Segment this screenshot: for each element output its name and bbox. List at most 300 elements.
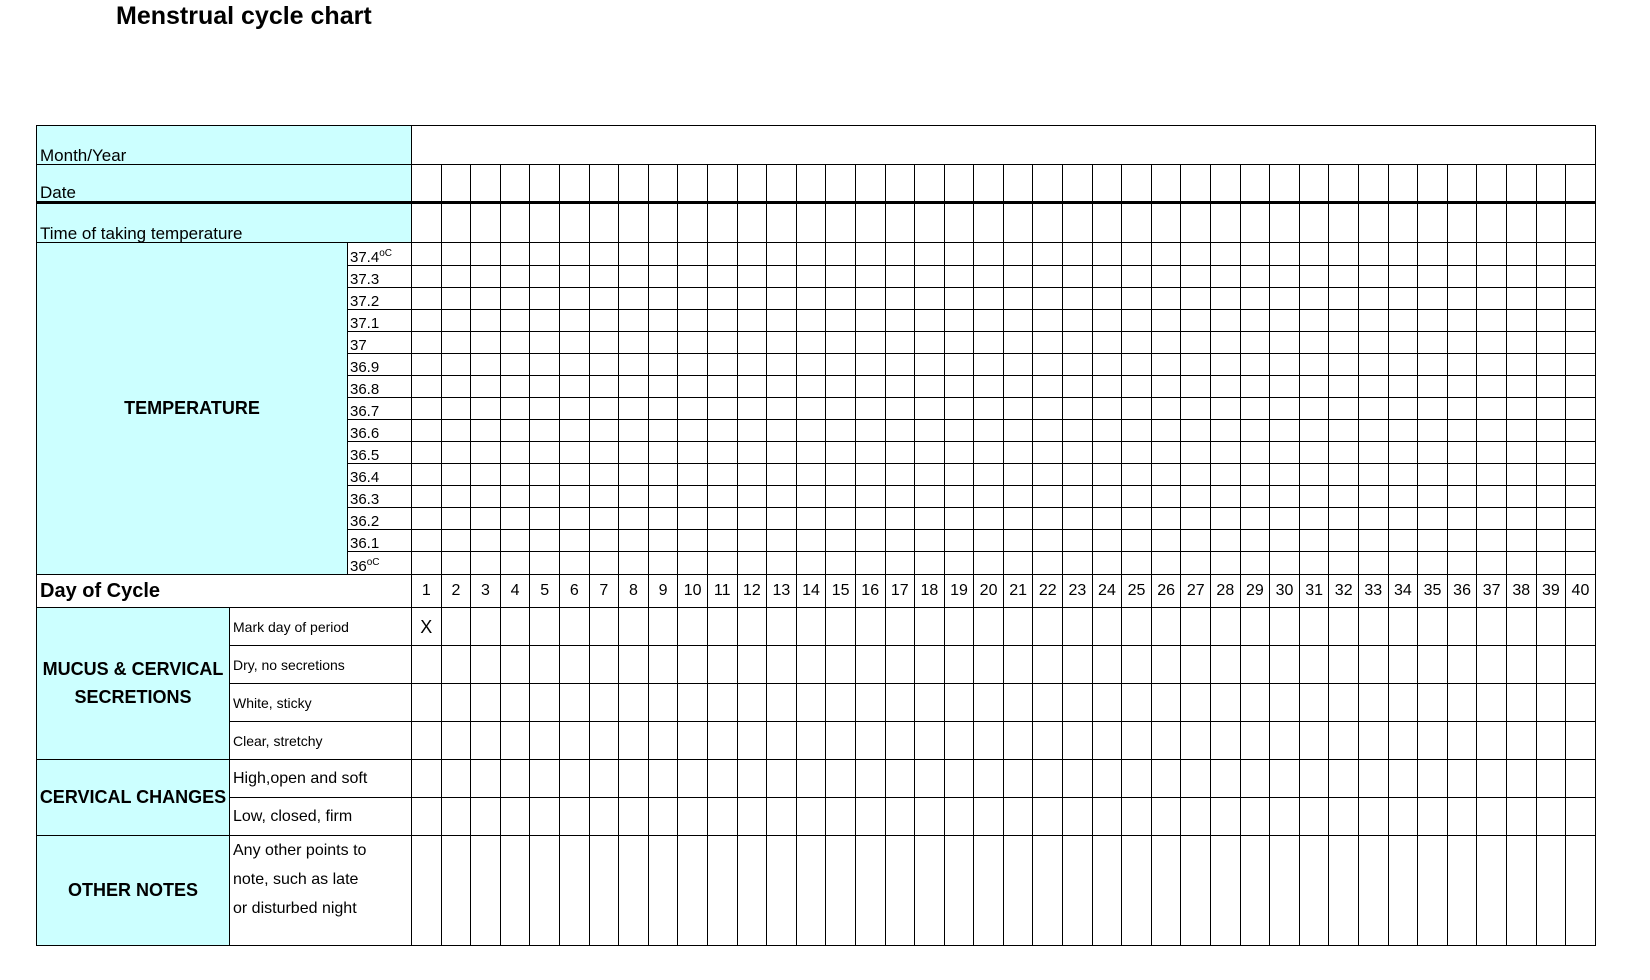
temperature-cell[interactable] [1063, 486, 1093, 508]
mucus-cell[interactable] [855, 684, 885, 722]
temperature-cell[interactable] [1092, 354, 1122, 376]
temperature-cell[interactable] [648, 530, 678, 552]
temperature-cell[interactable] [1151, 442, 1181, 464]
temperature-cell[interactable] [1447, 552, 1477, 575]
temperature-cell[interactable] [1329, 288, 1359, 310]
temperature-cell[interactable] [1477, 332, 1507, 354]
temperature-cell[interactable] [915, 266, 945, 288]
cervical-cell[interactable] [1299, 760, 1329, 798]
temperature-cell[interactable] [559, 530, 589, 552]
date-cell[interactable] [767, 165, 797, 203]
cervical-cell[interactable] [648, 760, 678, 798]
temperature-cell[interactable] [1181, 354, 1211, 376]
cervical-cell[interactable] [589, 798, 619, 836]
temperature-cell[interactable] [1151, 464, 1181, 486]
mucus-cell[interactable] [855, 646, 885, 684]
mucus-cell[interactable] [1566, 722, 1596, 760]
temperature-cell[interactable] [1477, 442, 1507, 464]
notes-cell[interactable] [1477, 836, 1507, 946]
cervical-cell[interactable] [1151, 760, 1181, 798]
mucus-cell[interactable] [1536, 646, 1566, 684]
temperature-cell[interactable] [1063, 420, 1093, 442]
date-cell[interactable] [1329, 165, 1359, 203]
temperature-cell[interactable] [678, 420, 708, 442]
mucus-cell[interactable] [678, 608, 708, 646]
temperature-cell[interactable] [707, 486, 737, 508]
time-cell[interactable] [767, 203, 797, 243]
temperature-cell[interactable] [1003, 332, 1033, 354]
temperature-cell[interactable] [1359, 354, 1389, 376]
temperature-cell[interactable] [1477, 464, 1507, 486]
mucus-cell[interactable] [1299, 722, 1329, 760]
temperature-cell[interactable] [1270, 486, 1300, 508]
temperature-cell[interactable] [1151, 420, 1181, 442]
temperature-cell[interactable] [1063, 243, 1093, 266]
temperature-cell[interactable] [530, 420, 560, 442]
temperature-cell[interactable] [944, 486, 974, 508]
temperature-cell[interactable] [1211, 288, 1241, 310]
temperature-cell[interactable] [944, 508, 974, 530]
mucus-cell[interactable] [412, 722, 442, 760]
temperature-cell[interactable] [1477, 398, 1507, 420]
temperature-cell[interactable] [1329, 464, 1359, 486]
time-cell[interactable] [1418, 203, 1448, 243]
temperature-cell[interactable] [767, 508, 797, 530]
date-cell[interactable] [855, 165, 885, 203]
cervical-cell[interactable] [1477, 760, 1507, 798]
temperature-cell[interactable] [441, 288, 471, 310]
cervical-cell[interactable] [944, 760, 974, 798]
temperature-cell[interactable] [559, 266, 589, 288]
temperature-cell[interactable] [796, 288, 826, 310]
temperature-cell[interactable] [707, 354, 737, 376]
temperature-cell[interactable] [441, 376, 471, 398]
notes-cell[interactable] [1240, 836, 1270, 946]
temperature-cell[interactable] [1536, 420, 1566, 442]
temperature-cell[interactable] [678, 243, 708, 266]
temperature-cell[interactable] [530, 442, 560, 464]
temperature-cell[interactable] [826, 464, 856, 486]
temperature-cell[interactable] [1388, 243, 1418, 266]
notes-cell[interactable] [1033, 836, 1063, 946]
temperature-cell[interactable] [500, 398, 530, 420]
notes-cell[interactable] [1092, 836, 1122, 946]
temperature-cell[interactable] [915, 486, 945, 508]
temperature-cell[interactable] [826, 486, 856, 508]
temperature-cell[interactable] [1477, 530, 1507, 552]
temperature-cell[interactable] [826, 420, 856, 442]
temperature-cell[interactable] [500, 310, 530, 332]
temperature-cell[interactable] [767, 552, 797, 575]
temperature-cell[interactable] [826, 508, 856, 530]
temperature-cell[interactable] [1447, 442, 1477, 464]
temperature-cell[interactable] [796, 464, 826, 486]
temperature-cell[interactable] [1092, 310, 1122, 332]
cervical-cell[interactable] [530, 798, 560, 836]
temperature-cell[interactable] [1388, 398, 1418, 420]
temperature-cell[interactable] [767, 266, 797, 288]
notes-cell[interactable] [1536, 836, 1566, 946]
temperature-cell[interactable] [1240, 376, 1270, 398]
temperature-cell[interactable] [974, 420, 1004, 442]
temperature-cell[interactable] [1477, 486, 1507, 508]
temperature-cell[interactable] [1566, 266, 1596, 288]
temperature-cell[interactable] [500, 420, 530, 442]
mucus-cell[interactable] [1418, 684, 1448, 722]
temperature-cell[interactable] [1329, 398, 1359, 420]
mucus-cell[interactable] [1003, 646, 1033, 684]
temperature-cell[interactable] [1033, 398, 1063, 420]
mucus-cell[interactable] [1092, 684, 1122, 722]
mucus-cell[interactable] [1003, 722, 1033, 760]
temperature-cell[interactable] [737, 398, 767, 420]
temperature-cell[interactable] [855, 376, 885, 398]
temperature-cell[interactable] [619, 420, 649, 442]
temperature-cell[interactable] [1506, 310, 1536, 332]
time-cell[interactable] [737, 203, 767, 243]
cervical-cell[interactable] [885, 798, 915, 836]
temperature-cell[interactable] [1418, 552, 1448, 575]
mucus-cell[interactable] [1063, 684, 1093, 722]
temperature-cell[interactable] [1151, 332, 1181, 354]
temperature-cell[interactable] [1329, 530, 1359, 552]
temperature-cell[interactable] [737, 486, 767, 508]
temperature-cell[interactable] [1447, 508, 1477, 530]
temperature-cell[interactable] [530, 530, 560, 552]
temperature-cell[interactable] [1181, 530, 1211, 552]
date-cell[interactable] [1033, 165, 1063, 203]
temperature-cell[interactable] [1329, 310, 1359, 332]
temperature-cell[interactable] [589, 376, 619, 398]
temperature-cell[interactable] [1388, 420, 1418, 442]
mucus-cell[interactable] [1092, 608, 1122, 646]
temperature-cell[interactable] [1536, 310, 1566, 332]
temperature-cell[interactable] [1447, 420, 1477, 442]
mucus-cell[interactable] [559, 722, 589, 760]
temperature-cell[interactable] [1506, 508, 1536, 530]
temperature-cell[interactable] [1211, 552, 1241, 575]
date-cell[interactable] [796, 165, 826, 203]
date-cell[interactable] [1359, 165, 1389, 203]
temperature-cell[interactable] [1211, 376, 1241, 398]
temperature-cell[interactable] [648, 442, 678, 464]
temperature-cell[interactable] [1122, 332, 1152, 354]
temperature-cell[interactable] [1003, 486, 1033, 508]
temperature-cell[interactable] [1063, 266, 1093, 288]
temperature-cell[interactable] [1240, 266, 1270, 288]
time-cell[interactable] [885, 203, 915, 243]
temperature-cell[interactable] [1092, 420, 1122, 442]
temperature-cell[interactable] [796, 354, 826, 376]
cervical-cell[interactable] [1003, 760, 1033, 798]
temperature-cell[interactable] [500, 530, 530, 552]
temperature-cell[interactable] [855, 332, 885, 354]
temperature-cell[interactable] [559, 398, 589, 420]
temperature-cell[interactable] [737, 420, 767, 442]
temperature-cell[interactable] [589, 398, 619, 420]
temperature-cell[interactable] [471, 486, 501, 508]
temperature-cell[interactable] [826, 376, 856, 398]
temperature-cell[interactable] [1418, 486, 1448, 508]
temperature-cell[interactable] [678, 376, 708, 398]
mucus-cell[interactable] [944, 684, 974, 722]
notes-cell[interactable] [441, 836, 471, 946]
temperature-cell[interactable] [915, 530, 945, 552]
mucus-cell[interactable] [737, 646, 767, 684]
mucus-cell[interactable] [1003, 684, 1033, 722]
mucus-cell[interactable] [500, 608, 530, 646]
notes-cell[interactable] [1151, 836, 1181, 946]
temperature-cell[interactable] [619, 464, 649, 486]
temperature-cell[interactable] [855, 243, 885, 266]
temperature-cell[interactable] [1092, 486, 1122, 508]
temperature-cell[interactable] [619, 552, 649, 575]
notes-cell[interactable] [1003, 836, 1033, 946]
temperature-cell[interactable] [1063, 530, 1093, 552]
notes-cell[interactable] [1122, 836, 1152, 946]
temperature-cell[interactable] [1536, 354, 1566, 376]
temperature-cell[interactable] [412, 376, 442, 398]
temperature-cell[interactable] [1536, 486, 1566, 508]
temperature-cell[interactable] [944, 288, 974, 310]
temperature-cell[interactable] [826, 266, 856, 288]
cervical-cell[interactable] [1359, 798, 1389, 836]
time-cell[interactable] [1003, 203, 1033, 243]
temperature-cell[interactable] [915, 552, 945, 575]
mucus-cell[interactable] [1359, 684, 1389, 722]
temperature-cell[interactable] [737, 508, 767, 530]
temperature-cell[interactable] [1092, 464, 1122, 486]
mucus-cell[interactable] [855, 722, 885, 760]
mucus-cell[interactable] [619, 722, 649, 760]
mucus-cell[interactable] [796, 684, 826, 722]
mucus-cell[interactable] [530, 608, 560, 646]
cervical-cell[interactable] [619, 798, 649, 836]
cervical-cell[interactable] [1092, 798, 1122, 836]
temperature-cell[interactable] [648, 552, 678, 575]
mucus-cell[interactable] [1329, 646, 1359, 684]
temperature-cell[interactable] [796, 442, 826, 464]
temperature-cell[interactable] [648, 243, 678, 266]
temperature-cell[interactable] [1003, 442, 1033, 464]
temperature-cell[interactable] [1211, 442, 1241, 464]
temperature-cell[interactable] [796, 332, 826, 354]
temperature-cell[interactable] [441, 398, 471, 420]
temperature-cell[interactable] [1359, 442, 1389, 464]
temperature-cell[interactable] [530, 464, 560, 486]
temperature-cell[interactable] [500, 486, 530, 508]
temperature-cell[interactable] [885, 243, 915, 266]
temperature-cell[interactable] [500, 442, 530, 464]
temperature-cell[interactable] [1329, 243, 1359, 266]
temperature-cell[interactable] [471, 332, 501, 354]
temperature-cell[interactable] [412, 530, 442, 552]
temperature-cell[interactable] [648, 486, 678, 508]
temperature-cell[interactable] [737, 530, 767, 552]
temperature-cell[interactable] [1329, 420, 1359, 442]
temperature-cell[interactable] [1151, 243, 1181, 266]
date-cell[interactable] [1063, 165, 1093, 203]
time-cell[interactable] [944, 203, 974, 243]
temperature-cell[interactable] [707, 288, 737, 310]
temperature-cell[interactable] [412, 552, 442, 575]
temperature-cell[interactable] [1063, 354, 1093, 376]
temperature-cell[interactable] [1506, 442, 1536, 464]
temperature-cell[interactable] [559, 508, 589, 530]
temperature-cell[interactable] [1506, 486, 1536, 508]
date-cell[interactable] [707, 165, 737, 203]
notes-cell[interactable] [412, 836, 442, 946]
temperature-cell[interactable] [1270, 266, 1300, 288]
mucus-cell[interactable] [885, 646, 915, 684]
temperature-cell[interactable] [707, 332, 737, 354]
temperature-cell[interactable] [648, 376, 678, 398]
temperature-cell[interactable] [530, 354, 560, 376]
mucus-cell[interactable] [589, 646, 619, 684]
cervical-cell[interactable] [1388, 760, 1418, 798]
temperature-cell[interactable] [1506, 552, 1536, 575]
temperature-cell[interactable] [974, 376, 1004, 398]
mucus-cell[interactable] [1181, 722, 1211, 760]
cervical-cell[interactable] [1418, 798, 1448, 836]
notes-cell[interactable] [648, 836, 678, 946]
temperature-cell[interactable] [1477, 266, 1507, 288]
temperature-cell[interactable] [1359, 486, 1389, 508]
temperature-cell[interactable] [500, 332, 530, 354]
temperature-cell[interactable] [1418, 398, 1448, 420]
cervical-cell[interactable] [1033, 760, 1063, 798]
mucus-cell[interactable] [737, 608, 767, 646]
temperature-cell[interactable] [1181, 464, 1211, 486]
temperature-cell[interactable] [1033, 420, 1063, 442]
temperature-cell[interactable] [1506, 354, 1536, 376]
temperature-cell[interactable] [678, 486, 708, 508]
cervical-cell[interactable] [1299, 798, 1329, 836]
temperature-cell[interactable] [412, 310, 442, 332]
temperature-cell[interactable] [826, 398, 856, 420]
cervical-cell[interactable] [974, 798, 1004, 836]
temperature-cell[interactable] [1329, 332, 1359, 354]
temperature-cell[interactable] [1033, 243, 1063, 266]
cervical-cell[interactable] [441, 798, 471, 836]
temperature-cell[interactable] [1240, 486, 1270, 508]
temperature-cell[interactable] [648, 420, 678, 442]
mucus-cell[interactable] [1270, 608, 1300, 646]
time-cell[interactable] [1181, 203, 1211, 243]
temperature-cell[interactable] [1122, 310, 1152, 332]
temperature-cell[interactable] [441, 486, 471, 508]
temperature-cell[interactable] [737, 376, 767, 398]
time-cell[interactable] [678, 203, 708, 243]
cervical-cell[interactable] [944, 798, 974, 836]
temperature-cell[interactable] [619, 530, 649, 552]
temperature-cell[interactable] [1063, 332, 1093, 354]
temperature-cell[interactable] [974, 354, 1004, 376]
temperature-cell[interactable] [471, 420, 501, 442]
temperature-cell[interactable] [1270, 376, 1300, 398]
date-cell[interactable] [500, 165, 530, 203]
temperature-cell[interactable] [737, 266, 767, 288]
cervical-cell[interactable] [885, 760, 915, 798]
temperature-cell[interactable] [1329, 486, 1359, 508]
temperature-cell[interactable] [1211, 530, 1241, 552]
mucus-cell[interactable] [944, 722, 974, 760]
temperature-cell[interactable] [1122, 354, 1152, 376]
temperature-cell[interactable] [974, 486, 1004, 508]
temperature-cell[interactable] [1181, 243, 1211, 266]
temperature-cell[interactable] [1211, 420, 1241, 442]
temperature-cell[interactable] [885, 442, 915, 464]
temperature-cell[interactable] [767, 243, 797, 266]
temperature-cell[interactable] [589, 354, 619, 376]
temperature-cell[interactable] [767, 354, 797, 376]
notes-cell[interactable] [1359, 836, 1389, 946]
temperature-cell[interactable] [1181, 508, 1211, 530]
temperature-cell[interactable] [1033, 442, 1063, 464]
temperature-cell[interactable] [1477, 288, 1507, 310]
temperature-cell[interactable] [826, 288, 856, 310]
mucus-cell[interactable] [707, 608, 737, 646]
cervical-cell[interactable] [1329, 798, 1359, 836]
temperature-cell[interactable] [767, 420, 797, 442]
mucus-cell[interactable] [944, 608, 974, 646]
date-cell[interactable] [885, 165, 915, 203]
mucus-cell[interactable] [1092, 646, 1122, 684]
temperature-cell[interactable] [1240, 398, 1270, 420]
temperature-cell[interactable] [1270, 288, 1300, 310]
temperature-cell[interactable] [500, 552, 530, 575]
mucus-cell[interactable] [1063, 722, 1093, 760]
temperature-cell[interactable] [471, 530, 501, 552]
temperature-cell[interactable] [737, 243, 767, 266]
temperature-cell[interactable] [619, 376, 649, 398]
time-cell[interactable] [412, 203, 442, 243]
mucus-cell[interactable] [530, 684, 560, 722]
cervical-cell[interactable] [589, 760, 619, 798]
temperature-cell[interactable] [589, 442, 619, 464]
mucus-cell[interactable] [826, 646, 856, 684]
time-cell[interactable] [796, 203, 826, 243]
cervical-cell[interactable] [500, 798, 530, 836]
temperature-cell[interactable] [1566, 354, 1596, 376]
temperature-cell[interactable] [1092, 398, 1122, 420]
temperature-cell[interactable] [885, 486, 915, 508]
temperature-cell[interactable] [796, 530, 826, 552]
temperature-cell[interactable] [1033, 288, 1063, 310]
cervical-cell[interactable] [1270, 798, 1300, 836]
mucus-cell[interactable] [1033, 608, 1063, 646]
temperature-cell[interactable] [441, 310, 471, 332]
notes-cell[interactable] [885, 836, 915, 946]
time-cell[interactable] [1240, 203, 1270, 243]
temperature-cell[interactable] [767, 376, 797, 398]
temperature-cell[interactable] [1122, 243, 1152, 266]
temperature-cell[interactable] [767, 288, 797, 310]
temperature-cell[interactable] [767, 530, 797, 552]
temperature-cell[interactable] [1536, 530, 1566, 552]
mucus-cell[interactable] [589, 608, 619, 646]
mucus-cell[interactable] [1211, 608, 1241, 646]
temperature-cell[interactable] [619, 332, 649, 354]
notes-cell[interactable] [1329, 836, 1359, 946]
mucus-cell[interactable] [737, 722, 767, 760]
temperature-cell[interactable] [678, 332, 708, 354]
mucus-cell[interactable] [1181, 684, 1211, 722]
temperature-cell[interactable] [796, 266, 826, 288]
cervical-cell[interactable] [1388, 798, 1418, 836]
notes-cell[interactable] [974, 836, 1004, 946]
mucus-cell[interactable] [1151, 684, 1181, 722]
